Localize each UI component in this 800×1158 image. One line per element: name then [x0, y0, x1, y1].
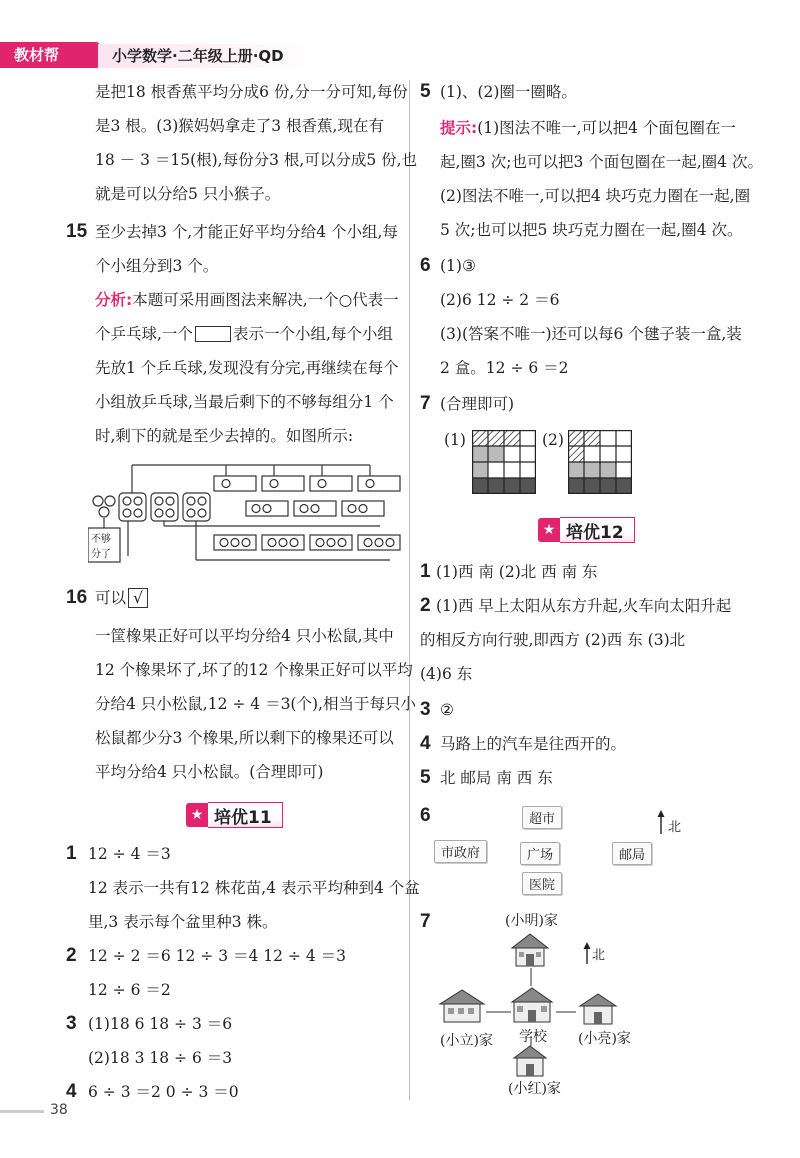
hint-label: 提示: — [440, 119, 478, 137]
answer-line: 2 盒。12 ÷ 6 ＝2 — [440, 359, 569, 377]
analysis-text: 本题可采用画图法来解决,一个○代表一 — [132, 291, 399, 309]
pingpong-diagram — [88, 460, 408, 570]
place-square: 广场 — [520, 842, 560, 865]
figure-label: (2) — [542, 431, 564, 449]
question-number: 2 — [420, 595, 431, 616]
answer-line: 马路上的汽车是往西开的。 — [440, 735, 627, 753]
answer-line: 里,3 表示每个盆里种3 株。 — [88, 913, 278, 931]
answer-line: (3)(答案不唯一)还可以每6 个毽子装一盒,装 — [440, 325, 742, 343]
xiaoliang-home-label: (小亮)家 — [578, 1031, 631, 1047]
question-number: 1 — [66, 843, 77, 864]
answer-line: 12 ÷ 2 ＝6 12 ÷ 3 ＝4 12 ÷ 4 ＝3 — [88, 947, 346, 965]
star-icon: ★ — [538, 518, 560, 542]
answer-line: (1)③ — [440, 257, 476, 275]
analysis-line: 先放1 个乒乓球,发现没有分完,再继续在每个 — [95, 359, 399, 377]
figure-label: (1) — [444, 431, 466, 449]
answer-line: 12 ÷ 6 ＝2 — [88, 981, 171, 999]
group-box-symbol — [195, 326, 231, 342]
answer-line: ② — [440, 701, 454, 719]
answer-line: 平均分给4 只小松鼠。(合理即可) — [95, 763, 324, 781]
question-number: 3 — [420, 699, 431, 720]
question-number: 16 — [66, 587, 88, 608]
answer-line: 松鼠都少分3 个橡果,所以剩下的橡果还可以 — [95, 729, 394, 747]
header-title: 小学数学·二年级上册·QD — [98, 44, 318, 68]
question-number: 5 — [420, 767, 431, 788]
answer-line: 分给4 只小松鼠,12 ÷ 4 ＝3(个),相当于每只小 — [95, 695, 416, 713]
answer-line: (1)西 早上太阳从东方升起,火车向太阳升起 — [436, 597, 732, 615]
xiaohong-home-label: (小红)家 — [508, 1081, 561, 1097]
question-number: 6 — [420, 255, 431, 276]
answer-line: 北 邮局 南 西 东 — [440, 769, 553, 787]
xiaoli-home-label: (小立)家 — [440, 1033, 493, 1049]
analysis-line: 时,剩下的就是至少去掉的。如图所示: — [95, 427, 354, 445]
answer-line: (1)西 南 (2)北 西 南 东 — [436, 563, 598, 581]
check-box: √ — [128, 588, 148, 608]
question-number: 7 — [420, 911, 431, 932]
answer-line: 的相反方向行驶,即西方 (2)西 东 (3)北 — [420, 631, 686, 649]
question-number: 4 — [66, 1081, 77, 1102]
answer-line: 12 个橡果坏了,坏了的12 个橡果正好可以平均 — [95, 661, 413, 679]
hint-line: (2)图法不唯一,可以把4 块巧克力圈在一起,圈 — [440, 187, 751, 205]
question-number: 15 — [66, 221, 88, 242]
not-enough-label-2: 分了 — [91, 549, 111, 560]
place-hospital: 医院 — [522, 872, 562, 895]
answer-line: (合理即可) — [440, 395, 515, 413]
answer-line — [95, 588, 148, 608]
text-line: 就是可以分给5 只小猴子。 — [95, 185, 281, 203]
question-number: 5 — [420, 81, 431, 102]
grid-figure-2 — [568, 430, 632, 494]
school-icon — [512, 988, 552, 1022]
answer-line: (1)18 6 18 ÷ 3 ＝6 — [88, 1015, 233, 1033]
page-number-bar — [0, 1110, 44, 1113]
section-badge-11 — [186, 800, 283, 830]
hint-line: 起,圈3 次;也可以把3 个面包圈在一起,圈4 次。 — [440, 153, 763, 171]
text-line: 18 － 3 ＝15(根),每份分3 根,可以分成5 份,也 — [95, 151, 418, 169]
header-brand: 教材帮 — [0, 42, 100, 68]
house-icon — [512, 934, 548, 966]
text-line: 是3 根。(3)猴妈妈拿走了3 根香蕉,现在有 — [95, 117, 384, 135]
star-icon: ★ — [186, 803, 208, 827]
answer-text: 可以 — [95, 589, 127, 607]
analysis-line — [95, 324, 393, 344]
question-number: 2 — [66, 945, 77, 966]
analysis-line — [95, 290, 399, 310]
question-number: 4 — [420, 733, 431, 754]
question-number: 1 — [420, 561, 431, 582]
question-number: 6 — [420, 805, 431, 826]
answer-line: 12 表示一共有12 株花苗,4 表示平均种到4 个盆 — [88, 879, 420, 897]
hint-text: (1)图法不唯一,可以把4 个面包圈在一 — [477, 119, 736, 137]
analysis-text: 个乒乓球,一个 — [95, 325, 193, 343]
north-label: 北 — [668, 820, 682, 835]
analysis-text: 表示一个小组,每个小组 — [232, 325, 393, 343]
analysis-line: 小组放乒乓球,当最后剩下的不够每组分1 个 — [95, 393, 394, 411]
answer-line: (2)6 12 ÷ 2 ＝6 — [440, 291, 560, 309]
place-post: 邮局 — [612, 842, 652, 865]
place-cityhall: 市政府 — [434, 840, 487, 863]
home-map — [436, 928, 656, 1088]
not-enough-label-1: 不够 — [91, 534, 111, 545]
north-label: 北 — [592, 948, 606, 963]
hint-line: 5 次;也可以把5 块巧克力圈在一起,圈4 次。 — [440, 221, 743, 239]
hint-line — [440, 118, 736, 138]
house-icon — [580, 994, 616, 1024]
answer-line: 至少去掉3 个,才能正好平均分给4 个小组,每 — [95, 223, 398, 241]
answer-line: (2)18 3 18 ÷ 6 ＝3 — [88, 1049, 233, 1067]
school-label: 学校 — [519, 1029, 547, 1045]
column-divider — [409, 80, 410, 1100]
xiaoming-home-label: (小明)家 — [505, 913, 558, 929]
header-bar — [0, 36, 330, 76]
text-line: 是把18 根香蕉平均分成6 份,分一分可知,每份 — [95, 83, 408, 101]
answer-line: 个小组分到3 个。 — [95, 257, 219, 275]
answer-line: 一筐橡果正好可以平均分给4 只小松鼠,其中 — [95, 627, 394, 645]
answer-line: 6 ÷ 3 ＝2 0 ÷ 3 ＝0 — [88, 1083, 239, 1101]
section-title: 培优11 — [208, 802, 283, 828]
question-number: 3 — [66, 1013, 77, 1034]
answer-line: (4)6 东 — [420, 665, 473, 683]
north-arrow — [656, 810, 666, 838]
place-supermarket: 超市 — [522, 806, 562, 829]
analysis-label: 分析: — [95, 291, 133, 309]
house-icon — [514, 1046, 546, 1076]
answer-line: 12 ÷ 4 ＝3 — [88, 845, 171, 863]
page-number: 38 — [50, 1102, 68, 1118]
house-icon — [440, 990, 484, 1022]
question-number: 7 — [420, 393, 431, 414]
section-badge-12 — [538, 515, 635, 545]
grid-figure-1 — [472, 430, 536, 494]
answer-line: (1)、(2)圈一圈略。 — [440, 83, 577, 101]
north-arrow-icon — [656, 810, 666, 834]
section-title: 培优12 — [560, 517, 635, 543]
